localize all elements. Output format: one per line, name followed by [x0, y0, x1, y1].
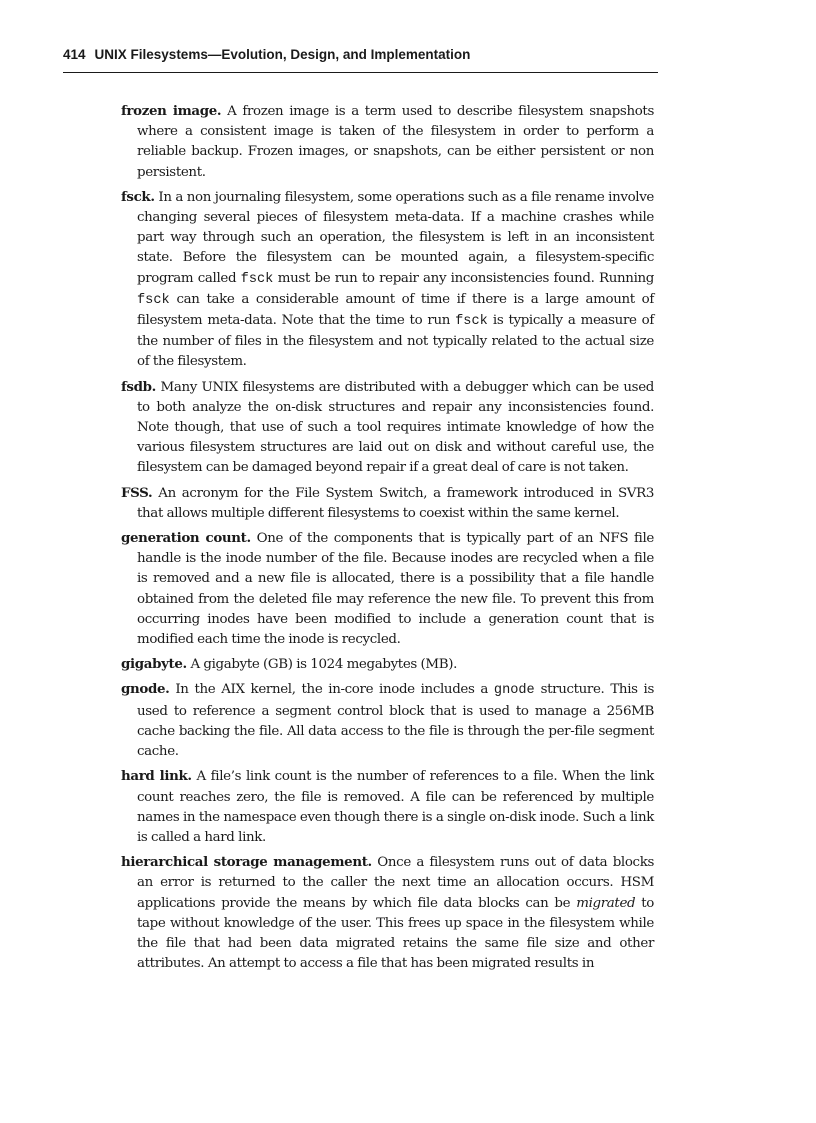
glossary-term: FSS. [121, 484, 153, 501]
glossary-term: generation count. [121, 530, 251, 547]
glossary-definition: structure. This is used to reference a segment control block that is used to manage a 256MB cache backing the file. All data access to the file is through the per-file segment cache. [137, 682, 654, 760]
glossary-term: fsck. [121, 188, 155, 205]
glossary-definition: A file’s link count is the number of references to a file. When the link count reaches zero, the file is removed. A file can be referenced by multiple names in the namespace even though there is a single on-disk inode. Such a link is called a hard link. [137, 769, 655, 845]
glossary-definition: Many UNIX filesystems are distributed with a debugger which can be used to both analyze the on-disk structures and repair any inconsistencies found. Note though, that use of such a tool requires intimate knowledge of how the various filesystem structures are laid out on disk and without careful use, the filesystem can be damaged beyond repair if a great deal of care is not taken. [137, 379, 654, 476]
glossary-term: gigabyte. [121, 656, 187, 673]
glossary-term: fsdb. [121, 378, 156, 395]
glossary-entry-generation-count [121, 528, 654, 650]
glossary-term: hierarchical storage management. [121, 854, 372, 871]
glossary-definition: is typically a measure of the number of files in the filesystem and not typically related to the actual size of the filesystem. [137, 313, 655, 370]
glossary-definition: can take a considerable amount of time if there is a large amount of filesystem meta-data. Note that the time to run [137, 291, 654, 329]
code-fsck: fsck [455, 314, 488, 330]
glossary-entry-fsck [121, 187, 654, 373]
glossary-entry-frozen-image [121, 101, 654, 183]
glossary-definition: to tape without knowledge of the user. This frees up space in the filesystem while the file that had been data migrated retains the same file size and other attributes. An attempt to access a file that has been migrated results in [137, 895, 654, 972]
running-title: UNIX Filesystems—Evolution, Design, and Implementation [94, 47, 471, 62]
glossary-entry-gnode [121, 679, 654, 762]
glossary-body [121, 101, 654, 978]
glossary-entry-fss [121, 483, 654, 524]
glossary-entry-hsm [121, 852, 654, 974]
code-fsck: fsck [137, 292, 170, 308]
running-header [63, 44, 658, 73]
glossary-definition: One of the components that is typically part of an NFS file handle is the inode number of the file. Because inodes are recycled when a file is removed and a new file is allocated, there is a possibility that a file handle obtained from the deleted file may reference the new file. To prevent this from occurring inodes have been modified to include a generation count that is modified each time the inode is recycled. [137, 531, 654, 648]
glossary-entry-hard-link [121, 766, 654, 848]
glossary-entry-gigabyte [121, 654, 654, 675]
emphasis-migrated: migrated [576, 895, 636, 911]
glossary-term: gnode. [121, 681, 170, 698]
code-fsck: fsck [240, 271, 274, 287]
glossary-term: hard link. [121, 768, 192, 785]
glossary-definition: A frozen image is a term used to describe filesystem snapshots where a consistent image is taken of the filesystem in order to perform a reliable backup. Frozen images, or snapshots, can be either persistent or non persistent. [137, 104, 654, 180]
glossary-definition: Once a filesystem runs out of data blocks an error is returned to the caller the next time an allocation occurs. HSM applications provide the means by which file data blocks can be [137, 855, 654, 911]
code-gnode: gnode [493, 683, 535, 699]
glossary-definition: An acronym for the File System Switch, a framework introduced in SVR3 that allows multiple different filesystems to coexist within the same kernel. [137, 485, 654, 521]
glossary-definition: In the AIX kernel, the in-core inode includes a [169, 682, 494, 698]
glossary-definition: A gigabyte (GB) is 1024 megabytes (MB). [186, 657, 458, 673]
glossary-definition: In a non journaling filesystem, some operations such as a file rename involve changing several pieces of filesystem meta-data. If a machine crashes while part way through such an operation, the filesystem is left in an inconsistent state. Before the filesystem can be mounted again, a filesystem-specific program called [137, 189, 654, 286]
page-number: 414 [63, 47, 86, 62]
glossary-term: frozen image. [121, 103, 222, 119]
glossary-entry-fsdb [121, 377, 654, 479]
glossary-definition: must be run to repair any inconsistencies found. Running [273, 270, 654, 286]
